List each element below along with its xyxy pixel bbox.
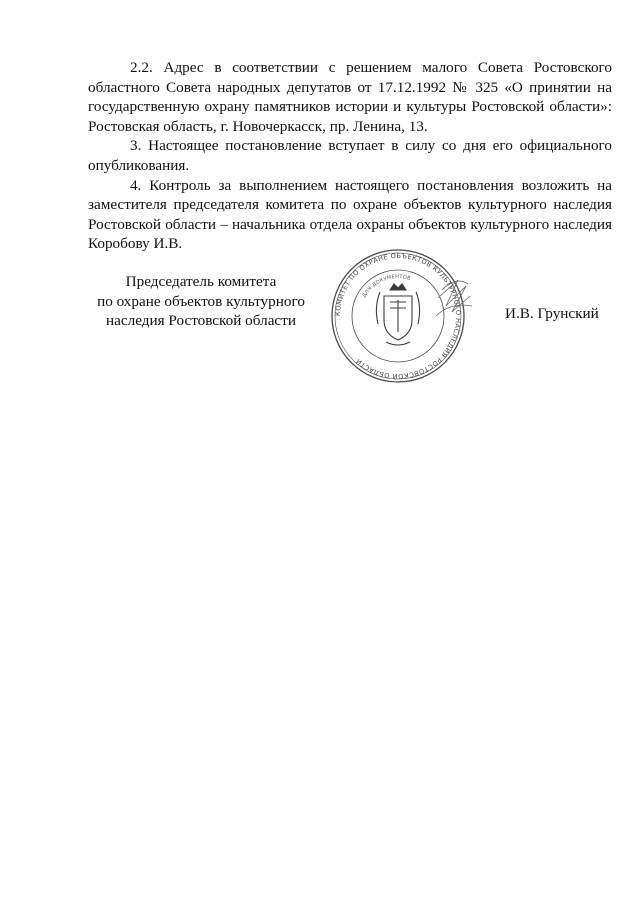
signatory-title-line-1: Председатель комитета [125,273,277,290]
paragraph-2-2: 2.2. Адрес в соответствии с решением малого Совета Ростовского областного Совета народных депутатов от 17.12.1992 № 325 «О принятии на государственную охрану памятников истории и культуры Ростовской области»: Ростовская область, г. Новочеркасск, пр. Ленина, 13. [88,59,612,135]
signatory-name: И.В. Грунский [505,305,599,322]
official-seal-stamp [318,246,478,386]
coat-of-arms-emblem [376,284,419,345]
paragraph-4: 4. Контроль за выполнением настоящего постановления возложить на заместителя председателя комитета по охране объектов культурного наследия Ростовской области – начальника отдела охраны объектов культурного наследия Коробову И.В. [88,176,612,253]
paragraph-3: 3. Настоящее постановление вступает в силу со дня его официального опубликования. [88,137,612,174]
signatory-title-line-2: по охране объектов культурного [97,292,305,310]
signatory-title [86,272,316,331]
seal-inner-text: ДЛЯ ДОКУМЕНТОВ [361,273,412,299]
seal-outer-text: КОМИТЕТ ПО ОХРАНЕ ОБЪЕКТОВ КУЛЬТУРНОГО НАСЛЕДИЯ РОСТОВСКОЙ ОБЛАСТИ [333,251,463,381]
document-body [88,58,612,254]
signatory-title-line-3: наследия Ростовской области [106,312,296,329]
